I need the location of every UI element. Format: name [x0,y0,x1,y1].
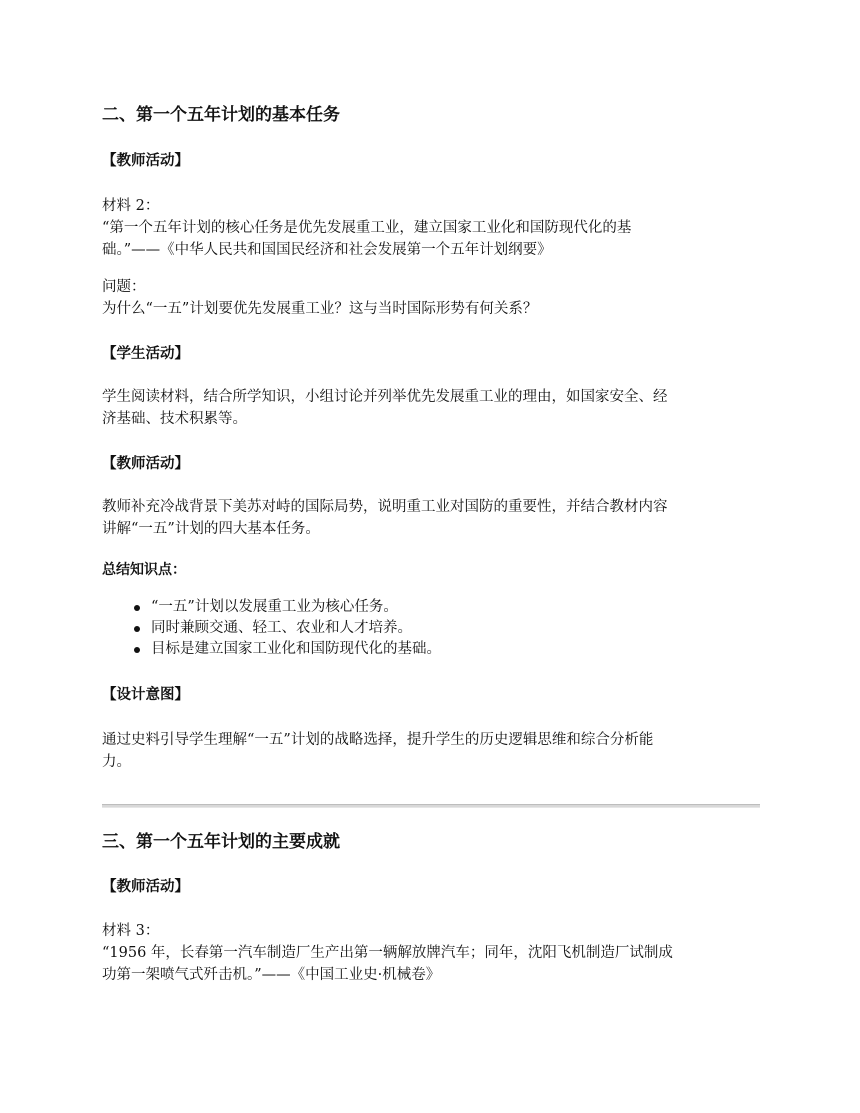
material-2-label: 材料 2： [102,198,160,214]
section2-design-intent-heading: 【设计意图】 [102,687,189,703]
section3-material-block [102,920,760,986]
list-item: 目标是建立国家工业化和国防现代化的基础。 [134,639,441,660]
section3-teacher-activity-heading: 【教师活动】 [102,879,189,895]
section2-title: 二、第一个五年计划的基本任务 [102,105,340,125]
list-item: 同时兼顾交通、轻工、农业和人才培养。 [134,618,441,639]
section2-material-block [102,195,760,261]
material-2-quote-line1: “第一个五年计划的核心任务是优先发展重工业，建立国家工业化和国防现代化的基 [102,220,632,236]
question-text: 为什么“一五”计划要优先发展重工业？这与当时国际形势有何关系？ [102,301,538,317]
design-intent-line2: 力。 [102,754,131,770]
list-item: “一五”计划以发展重工业为核心任务。 [134,597,441,618]
summary-label: 总结知识点： [102,562,186,578]
material-2-quote-line2: 础。”——《中华人民共和国国民经济和社会发展第一个五年计划纲要》 [102,242,552,258]
bullet-icon [134,605,140,611]
question-label: 问题： [102,279,146,295]
material-3-quote-line2: 功第一架喷气式歼击机。”——《中国工业史·机械卷》 [102,967,441,983]
teacher-activity2-line2: 讲解“一五”计划的四大基本任务。 [102,521,320,537]
section2-question-block [102,276,760,320]
student-activity-line2: 济基础、技术积累等。 [102,411,247,427]
section2-student-activity-heading: 【学生活动】 [102,346,189,362]
bullet-icon [134,626,140,632]
section2-design-intent-text [102,729,760,773]
material-3-quote-line1: “1956 年，长春第一汽车制造厂生产出第一辆解放牌汽车；同年，沈阳飞机制造厂试制成 [102,945,673,961]
section2-teacher-activity-heading: 【教师活动】 [102,153,189,169]
section2-teacher-activity2-text [102,496,760,540]
teacher-activity2-line1: 教师补充冷战背景下美苏对峙的国际局势，说明重工业对国防的重要性，并结合教材内容 [102,499,668,515]
design-intent-line1: 通过史料引导学生理解“一五”计划的战略选择，提升学生的历史逻辑思维和综合分析能 [102,732,654,748]
summary-list [134,597,441,660]
section3-title: 三、第一个五年计划的主要成就 [102,832,340,852]
bullet-icon [134,647,140,653]
section2-student-activity-text [102,386,760,430]
section2-teacher-activity2-heading: 【教师活动】 [102,456,189,472]
student-activity-line1: 学生阅读材料，结合所学知识，小组讨论并列举优先发展重工业的理由，如国家安全、经 [102,389,668,405]
material-3-label: 材料 3： [102,923,160,939]
section-divider [102,804,760,808]
